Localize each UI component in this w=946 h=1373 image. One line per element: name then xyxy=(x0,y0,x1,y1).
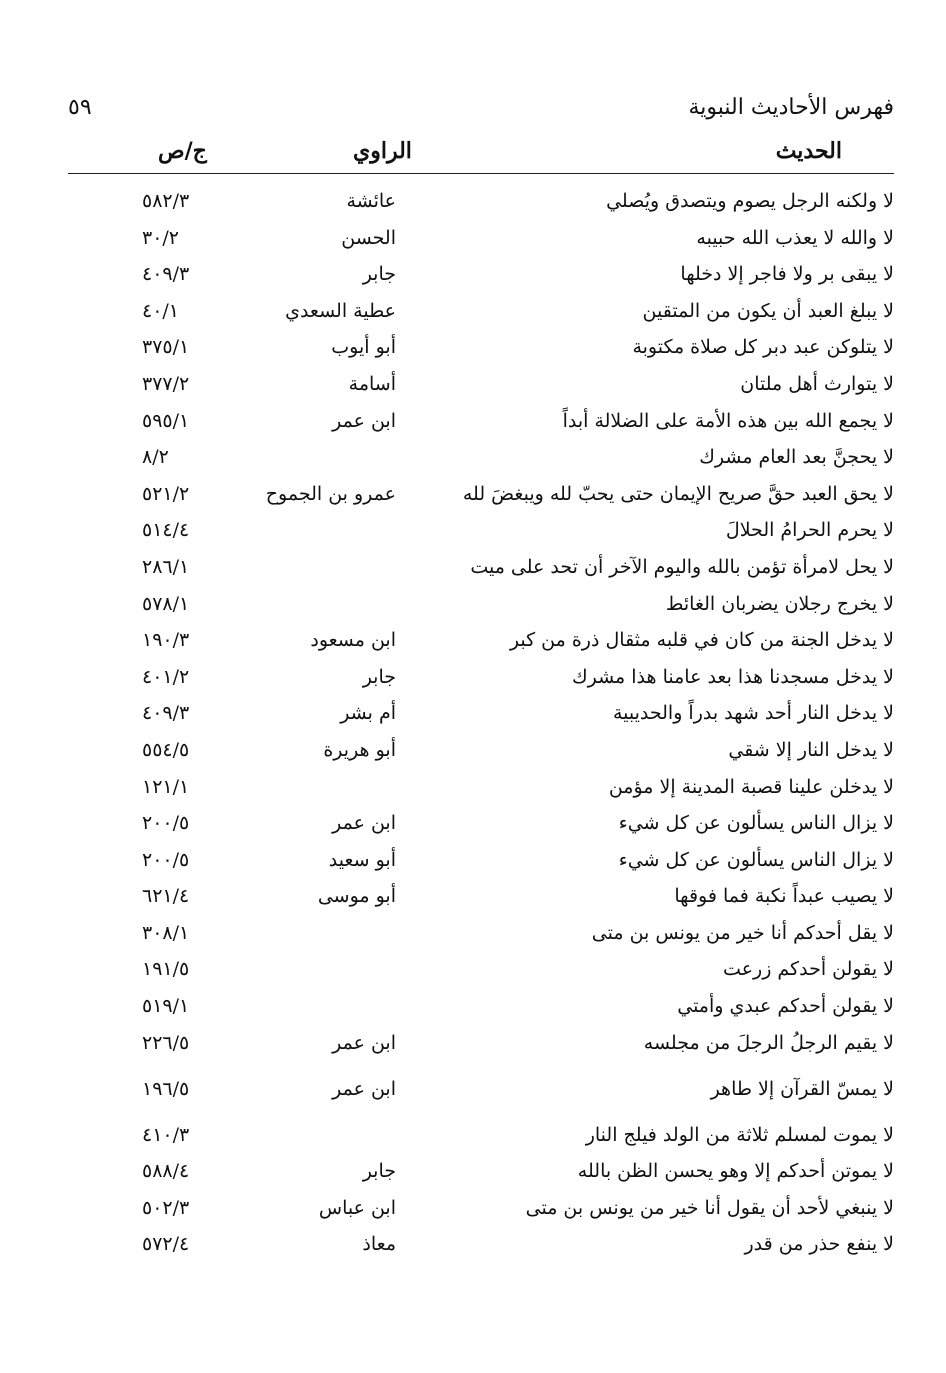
narrator-name: أبو هريرة xyxy=(323,738,396,761)
index-row xyxy=(68,367,894,404)
index-row xyxy=(68,1191,894,1228)
volume-page-ref: ٥٨٨/٤ xyxy=(142,1160,190,1183)
index-row xyxy=(68,294,894,331)
hadith-text: لا يقولن أحدكم عبدي وأمتي xyxy=(677,995,894,1018)
hadith-text: لا يصيب عبداً نكبة فما فوقها xyxy=(674,885,894,908)
hadith-text: لا يتلوكن عبد دبر كل صلاة مكتوبة xyxy=(632,336,894,359)
narrator-name: أبو أيوب xyxy=(331,336,396,359)
hadith-text: لا يدخل مسجدنا هذا بعد عامنا هذا مشرك xyxy=(571,665,894,688)
narrator-name: أم بشر xyxy=(340,702,396,725)
hadith-text: لا يتوارث أهل ملتان xyxy=(740,372,894,395)
index-row xyxy=(68,1154,894,1191)
index-row xyxy=(68,221,894,258)
volume-page-ref: ١٢١/١ xyxy=(142,775,190,798)
index-row xyxy=(68,1026,894,1072)
hadith-text: لا يبلغ العبد أن يكون من المتقين xyxy=(642,299,894,322)
narrator-name: عائشة xyxy=(346,190,396,212)
narrator-name: جابر xyxy=(362,665,396,688)
index-row xyxy=(68,989,894,1026)
volume-page-ref: ٣٧٥/١ xyxy=(142,336,190,359)
hadith-text: لا يزال الناس يسألون عن كل شيء xyxy=(618,848,894,871)
volume-page-ref: ٢٠٠/٥ xyxy=(142,848,190,871)
volume-page-ref: ٥١٤/٤ xyxy=(142,519,190,542)
index-column-headers xyxy=(68,138,894,170)
narrator-name: ابن عمر xyxy=(332,409,396,432)
running-head xyxy=(68,95,894,129)
index-row xyxy=(68,587,894,624)
volume-page-ref: ٣٠٨/١ xyxy=(142,921,190,944)
index-row xyxy=(68,952,894,989)
index-row xyxy=(68,440,894,477)
narrator-name: جابر xyxy=(362,1160,396,1183)
index-row xyxy=(68,404,894,441)
hadith-text: لا ينفع حذر من قدر xyxy=(744,1233,894,1256)
column-header-narrator: الراوي xyxy=(353,138,412,164)
hadith-text: لا ينبغي لأحد أن يقول أنا خير من يونس بن متى xyxy=(525,1196,894,1219)
volume-page-ref: ٥١٩/١ xyxy=(142,995,190,1018)
hadith-text: لا يزال الناس يسألون عن كل شيء xyxy=(618,812,894,835)
index-row xyxy=(68,623,894,660)
hadith-index-list xyxy=(68,184,894,1264)
narrator-name: الحسن xyxy=(341,226,396,249)
narrator-name: ابن عباس xyxy=(318,1196,396,1219)
hadith-text: لا يقل أحدكم أنا خير من يونس بن متى xyxy=(591,921,894,944)
hadith-text: لا يدخل النار إلا شقي xyxy=(728,738,894,761)
header-rule xyxy=(68,173,894,174)
volume-page-ref: ١٩٦/٥ xyxy=(142,1077,190,1100)
narrator-name: معاذ xyxy=(362,1233,396,1256)
volume-page-ref: ١٩٠/٣ xyxy=(142,629,190,652)
volume-page-ref: ٦٢١/٤ xyxy=(142,885,190,908)
volume-page-ref: ٥٧٨/١ xyxy=(142,592,190,615)
narrator-name: عمرو بن الجموح xyxy=(265,482,396,505)
volume-page-ref: ٨/٢ xyxy=(142,446,169,469)
hadith-text: لا يحرم الحرامُ الحلالَ xyxy=(725,519,894,542)
narrator-name: أبو موسى xyxy=(317,885,396,908)
column-header-hadith: الحديث xyxy=(775,138,842,164)
volume-page-ref: ٥٨٢/٣ xyxy=(142,190,190,212)
index-row xyxy=(68,257,894,294)
volume-page-ref: ٤١٠/٣ xyxy=(142,1123,190,1146)
index-row xyxy=(68,477,894,514)
hadith-text: لا والله لا يعذب الله حبيبه xyxy=(696,226,894,249)
hadith-text: لا يمسّ القرآن إلا طاهر xyxy=(710,1077,894,1100)
hadith-text: لا يحق العبد حقَّ صريح الإيمان حتى يحبّ لله ويبغضَ لله xyxy=(462,482,894,505)
volume-page-ref: ٥٧٢/٤ xyxy=(142,1233,190,1256)
volume-page-ref: ٤٠٩/٣ xyxy=(142,702,190,725)
index-row xyxy=(68,770,894,807)
narrator-name: ابن مسعود xyxy=(310,629,396,652)
hadith-text: لا يبقى بر ولا فاجر إلا دخلها xyxy=(680,263,894,286)
volume-page-ref: ٤٠٩/٣ xyxy=(142,263,190,286)
running-title: فهرس الأحاديث النبوية xyxy=(688,95,894,120)
volume-page-ref: ٣٧٧/٢ xyxy=(142,372,190,395)
hadith-text: لا يجمع الله بين هذه الأمة على الضلالة أبداً xyxy=(562,409,894,432)
narrator-name: أبو سعيد xyxy=(328,848,396,871)
narrator-name: ابن عمر xyxy=(332,812,396,835)
index-row xyxy=(68,330,894,367)
index-row xyxy=(68,733,894,770)
narrator-name: أسامة xyxy=(348,372,396,395)
hadith-text: لا يدخل الجنة من كان في قلبه مثقال ذرة من كبر xyxy=(509,629,894,652)
narrator-name: ابن عمر xyxy=(332,1077,396,1100)
index-row xyxy=(68,806,894,843)
volume-page-ref: ١٩١/٥ xyxy=(142,958,190,981)
index-row xyxy=(68,916,894,953)
hadith-text: لا يدخل النار أحد شهد بدراً والحديبية xyxy=(612,702,894,725)
volume-page-ref: ٢٨٦/١ xyxy=(142,555,190,578)
hadith-text: لا يحل لامرأة تؤمن بالله واليوم الآخر أن تحد على ميت xyxy=(470,555,894,578)
index-row xyxy=(68,184,894,221)
column-header-volume-page: ج/ص xyxy=(158,138,207,164)
narrator-name: ابن عمر xyxy=(332,1031,396,1054)
volume-page-ref: ٥٩٥/١ xyxy=(142,409,190,432)
hadith-text: لا يخرج رجلان يضربان الغائط xyxy=(665,592,894,615)
volume-page-ref: ٥٥٤/٥ xyxy=(142,738,190,761)
index-row xyxy=(68,843,894,880)
hadith-text: لا ولكنه الرجل يصوم ويتصدق ويُصلي xyxy=(606,190,894,212)
page-number: ٥٩ xyxy=(68,95,92,120)
index-row xyxy=(68,696,894,733)
volume-page-ref: ٣٠/٢ xyxy=(142,226,180,249)
index-row xyxy=(68,550,894,587)
index-row xyxy=(68,1072,894,1118)
volume-page-ref: ٢٢٦/٥ xyxy=(142,1031,190,1054)
hadith-text: لا يقولن أحدكم زرعت xyxy=(723,958,894,981)
index-row xyxy=(68,1227,894,1264)
hadith-text: لا يقيم الرجلُ الرجلَ من مجلسه xyxy=(643,1031,894,1054)
hadith-text: لا يحجنَّ بعد العام مشرك xyxy=(699,446,894,469)
volume-page-ref: ٤٠١/٢ xyxy=(142,665,190,688)
hadith-text: لا يدخلن علينا قصبة المدينة إلا مؤمن xyxy=(608,775,894,798)
narrator-name: عطية السعدي xyxy=(285,299,396,322)
index-row xyxy=(68,660,894,697)
volume-page-ref: ٢٠٠/٥ xyxy=(142,812,190,835)
volume-page-ref: ٥٢١/٢ xyxy=(142,482,190,505)
hadith-text: لا يموت لمسلم ثلاثة من الولد فيلج النار xyxy=(585,1123,894,1146)
hadith-text: لا يموتن أحدكم إلا وهو يحسن الظن بالله xyxy=(577,1160,894,1183)
volume-page-ref: ٤٠/١ xyxy=(142,299,180,322)
volume-page-ref: ٥٠٢/٣ xyxy=(142,1196,190,1219)
index-row xyxy=(68,1118,894,1155)
index-row xyxy=(68,879,894,916)
index-row xyxy=(68,513,894,550)
narrator-name: جابر xyxy=(362,263,396,286)
